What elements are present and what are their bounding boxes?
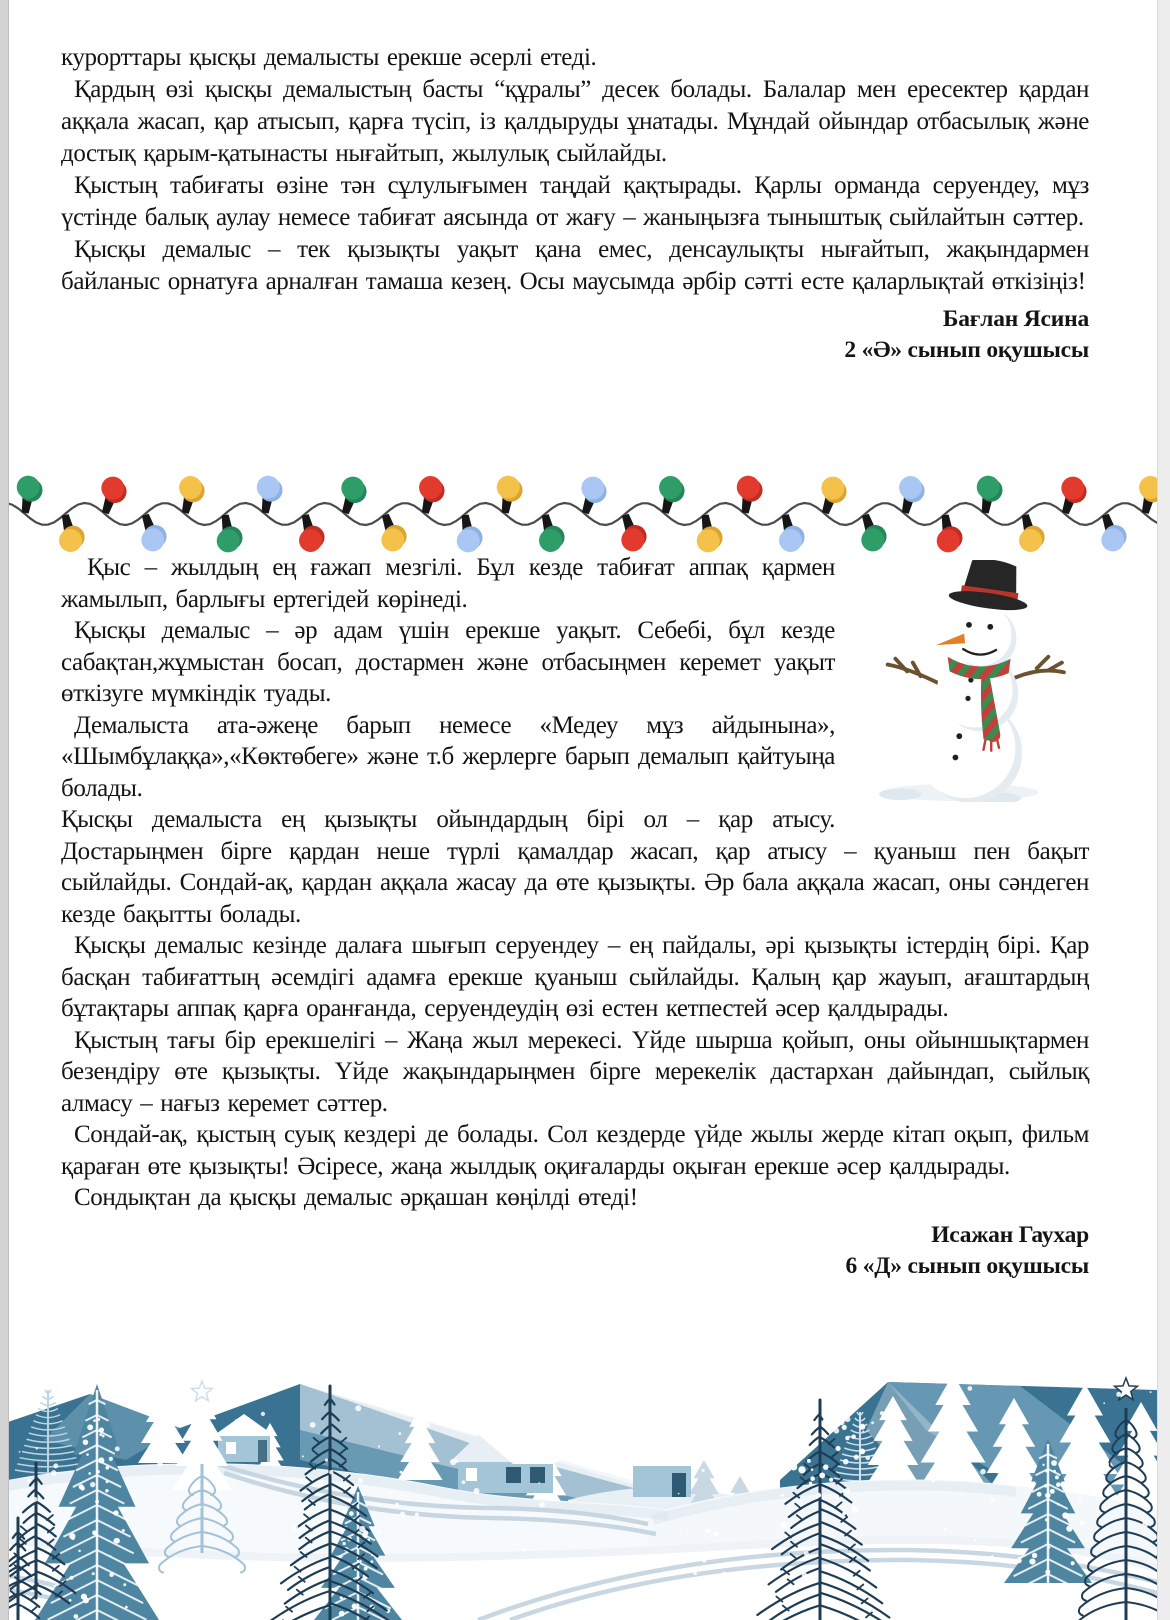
garland-bulb-yellow — [1013, 512, 1047, 554]
paragraph: Қардың өзі қысқы демалыстың басты “құралы” десек болады. Балалар мен ересектер қардан аққала жасап, қар атысып, қарға түсіп, із қалдыруды ұнатады. Мұндай ойындар отбасылық және достық қарым-қатынасты нығайтып, жылулық сыйлайды. — [61, 76, 1089, 167]
house-large-center — [450, 1412, 561, 1493]
paragraph: Қысқы демалыс кезінде далаға шығып серуендеу – ең пайдалы, әрі қызықты істердің бірі. Қар басқан табиғаттың әсемдігі адамға ерекше қуаныш сыйлайды. Қалың қар жауып, ағаштардың бұтақтары аппақ қарға оранғанда, серуендеудің өзі естен кетпестей әсер қалдырады. — [61, 932, 1089, 1022]
garland-bulb-yellow — [814, 474, 851, 518]
house-small-right — [626, 1442, 698, 1497]
article-winter-holiday-2 — [61, 552, 1089, 1282]
garland-bulb-red — [293, 512, 327, 554]
paragraph: Қысқы демалыста ең қызықты ойындардың бірі ол – қар атысу. Достарыңмен бірге қардан неше түрлі қамалдар жасап, қар атысу – қуаныш пен бақыт сыйлайды. Сондай-ақ, қардан аққала жасау да өте қызықты. Әр бала аққала жасап, оны сәндеген кезде бақытты болады. — [61, 806, 1089, 928]
paragraph: Қыстың тағы бір ерекшелігі – Жаңа жыл мерекесі. Үйде шырша қойып, оны ойыншықтармен безендіру өте қызықты. Үйде жақындарыңмен бірге мерекелік дастархан дайындап, сыйлық алмасу – нағыз керемет сәттер. — [61, 1026, 1089, 1117]
winter-landscape-svg — [8, 1368, 1157, 1620]
garland-bulb-blue — [773, 512, 807, 554]
paragraph: Қысқы демалыс – әр адам үшін ерекше уақыт. Себебі, бұл кезде сабақтан,жұмыстан босап, достармен және отбасыңмен керемет уақыт өткізуге мүмкіндік туады. — [61, 617, 835, 707]
garland-bulb-yellow — [374, 510, 411, 554]
paragraph: Қысқы демалыс – тек қызықты уақыт қана емес, денсаулықты нығайтып, жақындармен байланыс орнатуға арналған тамаша кезең. Осы маусымда әрбір сәтті есте қаларлықтай өткізіңіз! — [61, 236, 1089, 295]
garland-bulb-blue — [574, 474, 611, 518]
twig-arm-right — [1010, 657, 1064, 680]
paragraph: Сондықтан да қысқы демалыс әрқашан көңілді өтеді! — [74, 1184, 638, 1211]
paragraph: Қыстың табиғаты өзіне тән сұлулығымен таңдай қақтырады. Қарлы орманда серуендеу, мұз үстінде балық аулау немесе табиғат аясында от жағу – жаныңызға тыныштық сыйлайтын сәттер. — [61, 172, 1089, 231]
garland-bulb-yellow — [53, 512, 87, 554]
garland-bulb-green — [334, 474, 371, 518]
article-winter-holiday-1 — [61, 42, 1089, 366]
paragraph: Демалыста ата-әжеңе барып немесе «Медеу мұз айдынына», «Шымбұлаққа»,«Көктөбеге» және т.б жерлерге барып демалып қайтуыңа болады. — [61, 711, 835, 802]
garland-bulb-red — [94, 474, 131, 518]
snowman-figure — [879, 560, 1064, 802]
page-edge-right — [1157, 0, 1170, 1620]
christmas-lights-garland-illustration — [0, 468, 1170, 558]
garland-bulb-red — [614, 510, 651, 554]
garland-svg — [0, 468, 1170, 554]
author-class: 6 «Д» сынып оқушысы — [845, 1252, 1089, 1279]
garland-bulb-blue — [134, 510, 171, 554]
winter-landscape-illustration — [8, 1368, 1157, 1620]
article2-byline — [61, 1220, 1089, 1282]
top-hat — [948, 560, 1033, 614]
snowman-svg — [847, 560, 1089, 802]
paragraph: Сондай-ақ, қыстың суық кездері де болады. Сол кездерде үйде жылы жерде кітап оқып, фильм қараған өте қызықты! Әсіресе, жаңа жылдық оқиғаларды оқыған ерекше әсер қалдырады. — [61, 1121, 1089, 1180]
article1-byline — [61, 304, 1089, 366]
author-class: 2 «Ә» сынып оқушысы — [844, 337, 1089, 363]
author-name: Бағлан Ясина — [942, 306, 1089, 332]
garland-bulb-blue — [1094, 510, 1131, 554]
page-edge-left — [0, 0, 9, 1620]
twig-arm-left — [888, 659, 940, 684]
author-name: Исажан Гаухар — [931, 1221, 1089, 1248]
paragraph: Қыс – жылдың ең ғажап мезгілі. Бұл кезде табиғат аппақ қармен жамылып, барлығы ертегідей көрінеді. — [61, 554, 835, 613]
garland-bulb-green — [854, 510, 891, 554]
garland-bulb-red — [1054, 474, 1091, 518]
paragraph: курорттары қысқы демалысты ерекше әсерлі етеді. — [61, 44, 597, 71]
garland-bulb-green — [533, 512, 567, 554]
snowman-illustration — [847, 552, 1089, 802]
